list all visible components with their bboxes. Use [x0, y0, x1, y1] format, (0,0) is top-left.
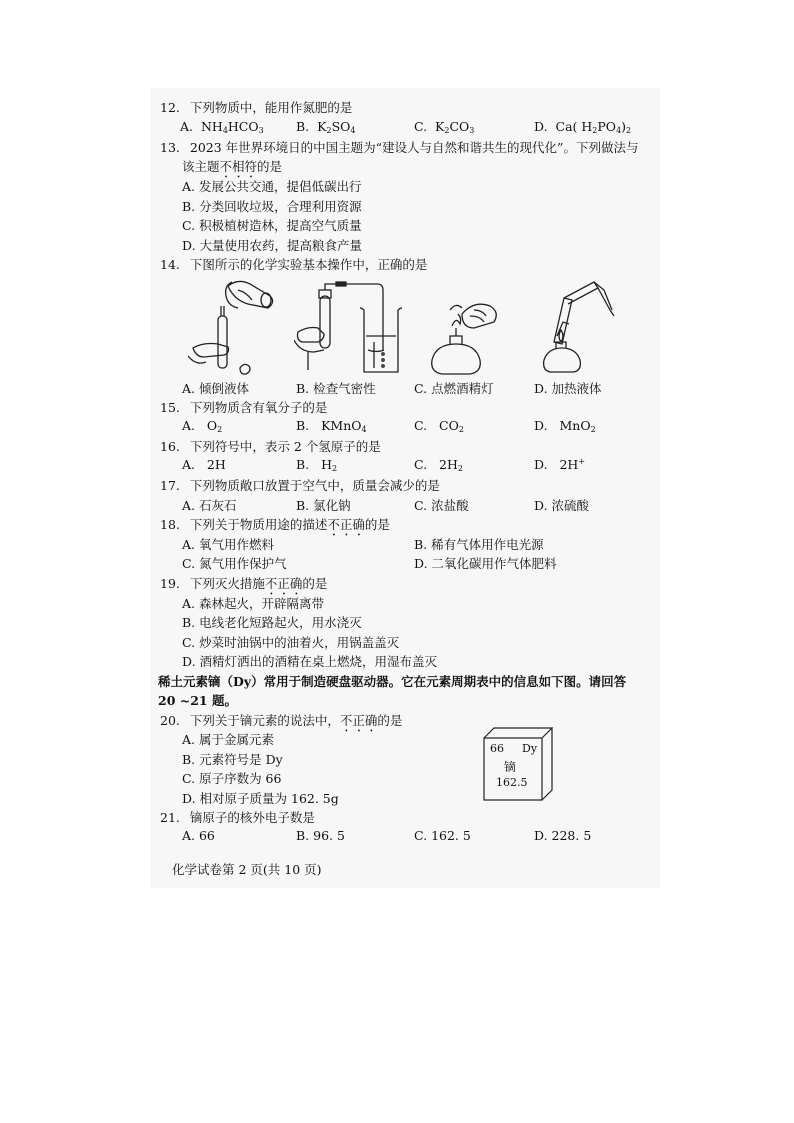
q12-option-d: D. Ca( $H_2PO_4)_2$: [534, 119, 632, 135]
question-stem: 下列物质含有氧分子的是: [189, 400, 328, 415]
q13-option-c: C. 积极植树造林，提高空气质量: [182, 218, 362, 233]
q21-option-b: B. 96. 5: [296, 828, 345, 843]
question-number: 17.: [160, 478, 180, 493]
heating-liquid-figure: [540, 280, 618, 376]
q12-option-c: C. $K_2CO_3$: [414, 119, 475, 135]
q14-option-a: A. 倾倒液体: [182, 381, 249, 396]
question-number: 13.: [160, 140, 180, 155]
question-20: 20. 下列关于镝元素的说法中，不正确的是: [160, 713, 403, 728]
pouring-liquid-figure: [188, 276, 278, 376]
question-15: [160, 398, 327, 416]
question-14: [160, 255, 427, 273]
q20-option-c: C. 原子序数为 66: [182, 771, 282, 786]
question-stem: 镝原子的核外电子数是: [189, 810, 315, 825]
q21-option-c: C. 162. 5: [414, 828, 471, 843]
q21-option-a: A. 66: [182, 828, 215, 843]
question-stem: 下列物质中，能用作氮肥的是: [189, 100, 353, 115]
question-stem: 下列关于镝元素的说法中，: [189, 713, 340, 728]
q18-option-c: C. 氮气用作保护气: [182, 556, 287, 571]
q16-option-a: A. 2H: [182, 457, 226, 472]
q21-option-d: D. 228. 5: [534, 828, 592, 843]
q13-option-a: A. 发展公共交通，提倡低碳出行: [182, 179, 362, 194]
page-footer: 化学试卷第 2 页(共 10 页): [172, 862, 322, 877]
intro-line-2: 20 ~21 题。: [158, 693, 237, 708]
emphasis-text: 不相符: [219, 159, 258, 174]
question-18: 18. 下列关于物质用途的描述不正确的是: [160, 517, 390, 532]
question-19: 19. 下列灭火措施不正确的是: [160, 576, 328, 591]
q19-option-b: B. 电线老化短路起火，用水浇灭: [182, 615, 362, 630]
question-number: 21.: [160, 810, 180, 825]
q20-option-b: B. 元素符号是 Dy: [182, 752, 283, 767]
intro-line-1: 稀土元素镝（Dy）常用于制造硬盘驱动器。它在元素周期表中的信息如下图。请回答: [158, 674, 627, 689]
question-12: [160, 98, 352, 116]
emphasis-text: 不正确: [264, 576, 303, 591]
q20-option-a: A. 属于金属元素: [182, 732, 274, 747]
airtightness-figure: [294, 280, 402, 378]
element-card-dysprosium: [478, 726, 548, 796]
q14-option-d: D. 加热液体: [534, 381, 602, 396]
question-number: 14.: [160, 257, 180, 272]
q20-option-d: D. 相对原子质量为 162. 5g: [182, 791, 339, 806]
q17-option-c: C. 浓盐酸: [414, 498, 469, 513]
question-13: [160, 138, 638, 156]
emphasis-text: 不正确: [339, 713, 378, 728]
question-number: 20.: [160, 713, 180, 728]
q15-option-d: D. MnO$_2$: [534, 418, 596, 434]
question-stem: 下图所示的化学实验基本操作中，正确的是: [189, 257, 428, 272]
q12-option-a: A. $NH_4HCO_3$: [180, 119, 264, 135]
question-13-line-2: 该主题不相符的是: [182, 159, 283, 174]
question-number: 12.: [160, 100, 180, 115]
question-number: 15.: [160, 400, 180, 415]
q16-option-c: C. $2H_2$: [414, 457, 463, 473]
question-number: 16.: [160, 439, 180, 454]
question-stem: 下列灭火措施: [189, 576, 265, 591]
question-stem: 2023 年世界环境日的中国主题为“建设人与自然和谐共生的现代化”。下列做法与: [189, 140, 639, 155]
question-17: [160, 476, 440, 494]
q18-option-a: A. 氧气用作燃料: [182, 537, 274, 552]
atomic-number: 66: [490, 742, 504, 755]
element-name: 镝: [504, 760, 517, 774]
q17-option-a: A. 石灰石: [182, 498, 237, 513]
question-stem: 下列物质敞口放置于空气中，质量会减少的是: [189, 478, 440, 493]
q18-option-b: B. 稀有气体用作电光源: [414, 537, 544, 552]
q14-option-c: C. 点燃酒精灯: [414, 381, 494, 396]
question-stem: 下列符号中，表示 2 个氢原子的是: [189, 439, 381, 454]
q16-option-b: B. $H_2$: [296, 457, 338, 473]
q16-option-d: D. 2H+: [534, 457, 586, 472]
q19-option-a: A. 森林起火，开辟隔离带: [182, 596, 324, 611]
q15-option-c: C. $CO_2$: [414, 418, 464, 434]
q19-option-d: D. 酒精灯洒出的酒精在桌上燃烧，用湿布盖灭: [182, 654, 438, 669]
question-stem: 下列关于物质用途的描述: [189, 517, 328, 532]
question-16: [160, 437, 381, 455]
element-symbol: Dy: [522, 742, 538, 755]
atomic-mass: 162.5: [496, 776, 528, 789]
question-number: 18.: [160, 517, 180, 532]
q17-option-b: B. 氯化钠: [296, 498, 351, 513]
q14-option-b: B. 检查气密性: [296, 381, 376, 396]
emphasis-text: 不正确: [327, 517, 365, 532]
element-box-outline: [478, 726, 558, 806]
q12-option-b: B. $K_2SO_4$: [296, 119, 356, 135]
q18-option-d: D. 二氧化碳用作气体肥料: [414, 556, 557, 571]
q15-option-b: B. KMnO$_4$: [296, 418, 367, 434]
alcohol-lamp-lighting-figure: [428, 294, 508, 378]
q13-option-d: D. 大量使用农药，提高粮食产量: [182, 238, 363, 253]
q19-option-c: C. 炒菜时油锅中的油着火，用锅盖盖灭: [182, 635, 400, 650]
question-21: [160, 808, 315, 826]
q13-option-b: B. 分类回收垃圾，合理利用资源: [182, 199, 362, 214]
question-number: 19.: [160, 576, 180, 591]
q15-option-a: A. $O_2$: [182, 418, 223, 434]
q17-option-d: D. 浓硫酸: [534, 498, 590, 513]
